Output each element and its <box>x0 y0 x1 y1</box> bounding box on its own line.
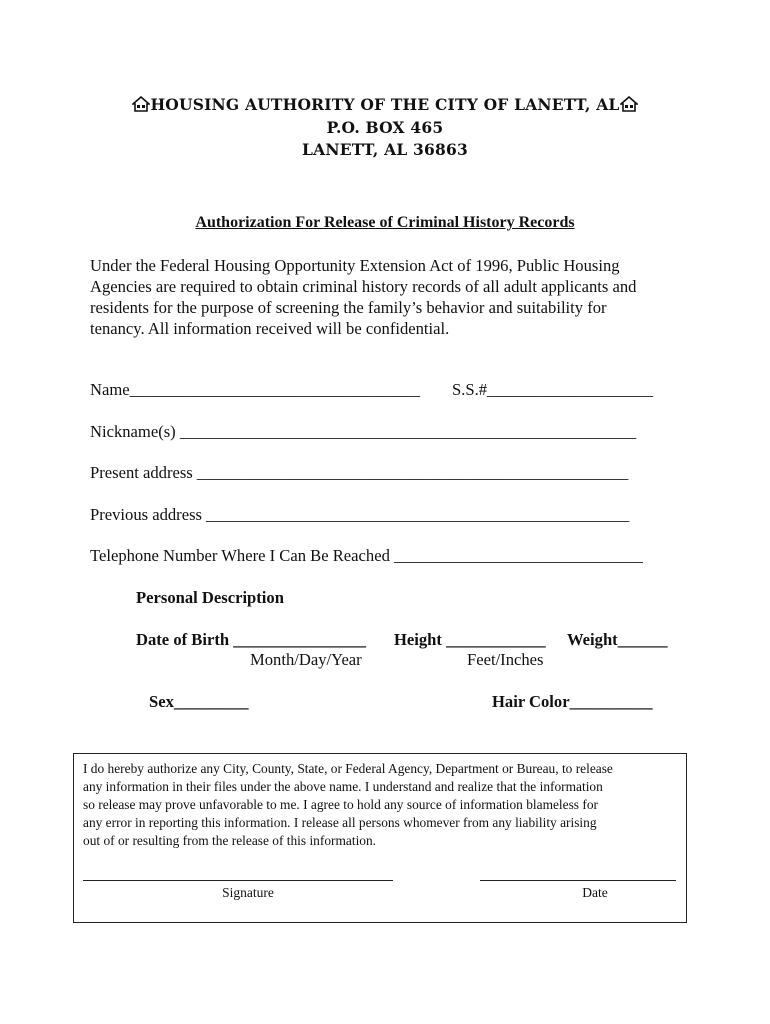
weight-field[interactable]: Weight______ <box>567 630 668 649</box>
date-line[interactable] <box>480 880 676 881</box>
height-format-hint: Feet/Inches <box>467 650 544 669</box>
intro-line-2: Agencies are required to obtain criminal history records of all adult applicants and <box>90 277 637 296</box>
sex-field[interactable]: Sex_________ <box>149 692 249 711</box>
intro-line-3: residents for the purpose of screening the family’s behavior and suitability for <box>90 298 607 317</box>
agency-name-heading <box>0 95 770 114</box>
previous-address-field[interactable]: Previous address ___________________________________________________ <box>90 505 630 524</box>
date-label: Date <box>582 885 608 900</box>
date-of-birth-field[interactable]: Date of Birth ________________ <box>136 630 366 649</box>
signature-label: Signature <box>222 885 274 900</box>
form-title: Authorization For Release of Criminal History Records <box>195 214 575 231</box>
house-icon <box>620 96 638 112</box>
intro-line-1: Under the Federal Housing Opportunity Extension Act of 1996, Public Housing <box>90 256 620 275</box>
present-address-field[interactable]: Present address ____________________________________________________ <box>90 463 629 482</box>
dob-format-hint: Month/Day/Year <box>250 650 362 669</box>
hair-color-field[interactable]: Hair Color__________ <box>492 692 653 711</box>
signature-line[interactable] <box>83 880 393 881</box>
authorization-line-2: any information in their files under the above name. I understand and realize that the information <box>83 779 603 794</box>
authorization-text <box>83 760 681 850</box>
intro-line-4: tenancy. All information received will be confidential. <box>90 319 450 338</box>
authorization-line-5: out of or resulting from the release of this information. <box>83 833 377 848</box>
personal-description-heading: Personal Description <box>136 588 284 607</box>
agency-name: HOUSING AUTHORITY OF THE CITY OF LANETT, AL <box>150 95 620 114</box>
authorization-line-4: any error in reporting this information. I release all persons whomever from any liability arising <box>83 815 597 830</box>
name-field[interactable]: Name___________________________________ <box>90 380 421 399</box>
telephone-field[interactable]: Telephone Number Where I Can Be Reached ______________________________ <box>90 546 643 565</box>
house-icon <box>132 96 150 112</box>
nicknames-field[interactable]: Nickname(s) _______________________________________________________ <box>90 422 637 441</box>
authorization-line-3: so release may prove unfavorable to me. I agree to hold any source of information blameless for <box>83 797 598 812</box>
po-box: P.O. BOX 465 <box>326 118 444 137</box>
ssn-field[interactable]: S.S.#____________________ <box>452 380 653 399</box>
city-state-zip: LANETT, AL 36863 <box>302 140 468 159</box>
authorization-line-1: I do hereby authorize any City, County, State, or Federal Agency, Department or Bureau, to release <box>83 761 613 776</box>
height-field[interactable]: Height ____________ <box>394 630 546 649</box>
